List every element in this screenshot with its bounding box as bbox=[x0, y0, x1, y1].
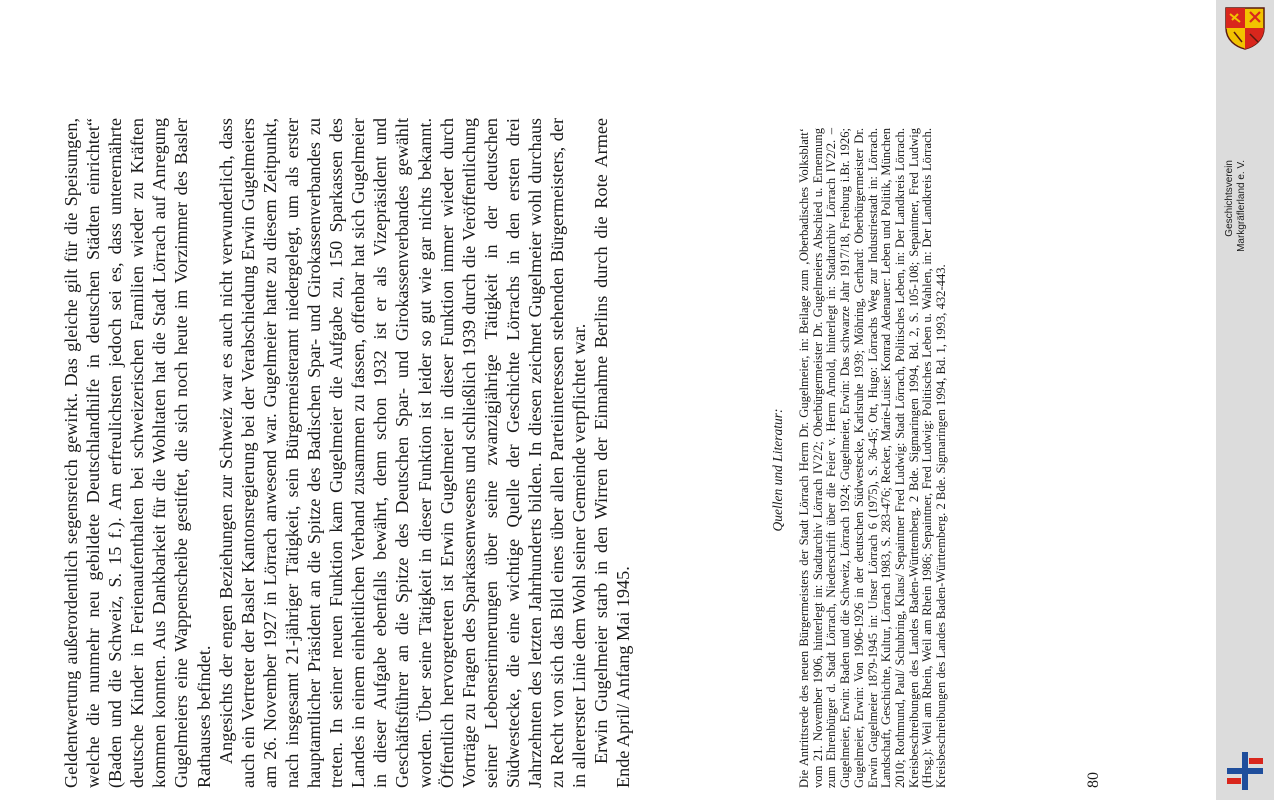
society-name-line: Markgräflerland e. V. bbox=[1236, 160, 1247, 252]
body-paragraph: Geldentwertung außerordentlich segensreich gewirkt. Das gleiche gilt für die Speisungen, welche die nunmehr neu gebildete Deutschlandhilfe in deutschen Städten einrichtet“ (Baden und die Schweiz, S. 15 f.). Am erfreulichsten jedoch sei es, dass unterernährte deutsche Kinder in Ferienaufenthalten bei schweizerischen Familien wieder zu Kräften kommen konnten. Aus Dankbarkeit für die Wohltaten hat die Stadt Lörrach auf Anregung Gugelmeiers eine Wappenscheibe gestiftet, die sich noch heute im Vorzimmer des Basler Rathauses befindet. bbox=[61, 118, 214, 788]
body-paragraph: Angesichts der engen Beziehungen zur Schweiz war es auch nicht verwunderlich, dass auch ein Vertreter der Basler Kantonsregierung bei der Verabschiedung Erwin Gugelmeiers am 26. November 1927 in Lörrach anwesend war. Gugelmeier hatte zu diesem Zeitpunkt, nach insgesamt 21-jähriger Tätigkeit, sein Bürgermeisteramt niedergelegt, um als erster hauptamtlicher Präsident an die Spitze des Badischen Spar- und Girokassenverbandes zu treten. In seiner neuen Funktion kam Gugelmeier die Aufgabe zu, 150 Sparkassen des Landes in einem einheitlichen Verband zusammen zu fassen, offenbar hat sich Gugelmeier in dieser Aufgabe ebenfalls bewährt, denn schon 1932 ist er als Vizepräsident und Geschäftsführer an die Spitze des Deutschen Spar- und Girokassenverbandes gewählt worden. Über seine Tätigkeit in dieser Funktion ist leider so gut wie gar nichts bekannt. Öffentlich hervorgetreten ist Erwin Gugelmeier in dieser Funktion immer wieder durch Vorträge zu Fragen des Sparkassenwesens und schließlich 1939 durch die Veröffentlichung seiner Lebenserinnerungen über seine zwanzigjährige Tätigkeit in der deutschen Südwestecke, die eine wichtige Quelle der Geschichte Lörrachs in den ersten drei Jahrzehnten des letzten Jahrhunderts bilden. In diesen zeichnet Gugelmeier wohl durchaus zu Recht von sich das Bild eines über allen Parteiinteressen stehenden Bürgermeisters, der in allererster Linie dem Wohl seiner Gemeinde verpflichtet war. bbox=[215, 118, 590, 788]
society-name-block bbox=[1224, 160, 1268, 290]
right-sidebar bbox=[1216, 0, 1274, 800]
body-text bbox=[60, 118, 634, 788]
page-number: 80 bbox=[1085, 772, 1102, 788]
coat-of-arms-icon bbox=[1220, 6, 1270, 50]
sources-heading: Quellen und Literatur: bbox=[770, 408, 785, 532]
body-paragraph: Erwin Gugelmeier starb in den Wirren der Einnahme Berlins durch die Rote Armee Ende April/ Anfang Mai 1945. bbox=[591, 118, 634, 788]
sources-text: Die Antrittsrede des neuen Bürgermeisters der Stadt Lörrach Herrn Dr. Gugelmeier, in: Beilage zum ‚Oberbadisches Volksblatt‘ vom 21. November 1906, hinterlegt in: Stadtarchiv Lörrach IV2/2; Oberbürgermeister Dr. Gugelmeiers Abschied u. Ernennung zum Ehrenbürger d. Stadt Lörrach, Niederschrift über die Feier v. Herrn Arnold, hinterlegt in: Stadtarchiv Lörrach IV2/2. – Gugelmeier, Erwin: Baden und die Schweiz, Lörrach 1924; Gugelmeier, Erwin: Das schwarze Jahr 1917/18, Freiburg i.Br. 1926; Gugelmeier, Erwin: Von 1906-1926 in der deutschen Südwestecke, Karlsruhe 1939; Möhring, Gerhard: Oberbürgermeister Dr. Erwin Gugelmeier 1879-1945 in: Unser Lörrach 6 (1975), S. 36-45; Ott, Hugo: Lörrachs Weg zur Industriestadt in: Lörrach. Landschaft, Geschichte, Kultur, Lörrach 1983, S. 283-476; Recker, Marie-Luise: Konrad Adenauer: Leben und Politik, München 2010; Rothmund, Paul/ Schubring, Klaus/ Sepaintner Fred Ludwig: Stadt Lörrach, Politisches Leben, in: Der Landkreis Lörrach. Kreisbeschreibungen des Landes Baden-Württemberg. 2 Bde. Sigmaringen 1994, Bd. 2, S. 105-108; Sepaintner, Fred Ludwig (Hrsg.): Weil am Rhein, Weil am Rhein 1986; Sepaintner, Fred Ludwig: Politisches Leben u. Wahlen, in: Der Landkreis Lörrach. Kreisbeschreibungen des Landes Baden-Württemberg. 2 Bde. Sigmaringen 1994, Bd. 1, 1993, 432-443. bbox=[797, 128, 949, 788]
ub-freiburg-logo-icon[interactable] bbox=[1222, 748, 1268, 794]
society-name-line: Geschichtsverein bbox=[1224, 160, 1235, 237]
